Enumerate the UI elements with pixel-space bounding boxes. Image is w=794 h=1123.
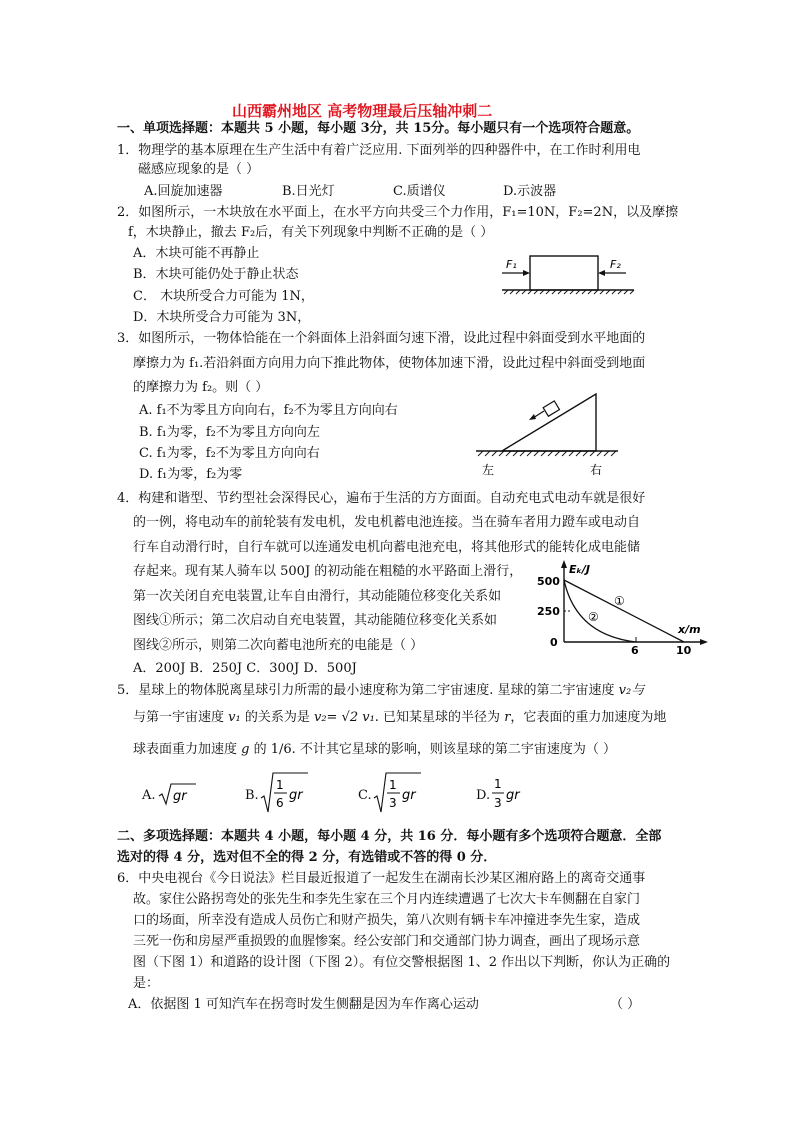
page-title: 山西霸州地区 高考物理最后压轴冲刺二 [232,102,493,120]
q5-line2-text-c: 的关系为是 [240,710,314,725]
q6-stem-line2: 故。家住公路拐弯处的张先生和李先生家在三个月内连续遭遇了七次大卡车侧翻在自家门 [133,892,641,907]
y-axis-label: Eₖ/J [569,563,590,576]
q2-option-b: B．木块可能仍处于静止状态 [133,267,299,282]
q5-option-a-formula [158,780,198,808]
line-2-label: ② [588,610,599,624]
x-tick-6: 6 [631,644,639,657]
q1-option-c: C.质谱仪 [393,184,446,199]
ground-hatching [478,451,616,456]
section-2-heading-line2: 选对的得 4 分，选对但不全的得 2 分，有选错或不答的得 0 分． [117,850,497,865]
q3-incline-figure [472,388,622,480]
q5-line3-text-a: 球表面重力加速度 [133,742,242,757]
slide-direction-arrowhead [529,414,536,420]
q5-line3-g: g [241,742,250,757]
q2-option-d: D．木块所受合力可能为 3N， [133,310,311,325]
incline-body [502,394,596,451]
q6-stem-line5: 图（下图 1）和道路的设计图（下图 2）。有位交警根据图 1、2 作出以下判断，你认为正确的 [133,955,671,970]
y-axis-arrowhead [561,560,567,568]
denominator: 3 [389,796,397,810]
q3-option-b: B. f₁为零，f₂不为零且方向向左 [139,425,320,440]
q4-energy-chart [536,557,714,657]
y-tick-250: 250 [537,605,560,618]
q3-option-d: D. f₁为零，f₂为零 [139,467,243,482]
q6-stem-line4: 三死一伤和房屋严重损毁的血腥惨案。经公安部门和交通部门协力调查，画出了现场示意 [133,934,641,949]
q4-options: A．200J B．250J C．300J D．500J [133,661,357,676]
q1-option-a: A.回旋加速器 [144,184,223,199]
q2-stem-line1: 2．如图所示，一木块放在水平面上，在水平方向共受三个力作用，F₁=10N，F₂=2N，以及摩擦 [117,205,679,220]
q6-option-a: A．依据图 1 可知汽车在拐弯时发生侧翻是因为车作离心运动 [128,997,479,1012]
q3-stem-line3: 的摩擦力为 f₂。则（ ） [133,380,269,395]
q5-line2-text-a: 与第一宇宙速度 [133,710,229,725]
q5-line2-text-e: . 已知某星球的半径为 [374,710,505,725]
right-label: 右 [590,463,603,477]
line-1 [564,580,684,642]
q5-line2-r: r [504,710,511,725]
y-tick-500: 500 [537,575,560,588]
y-tick-0: 0 [550,636,558,649]
denominator: 3 [494,796,502,810]
q1-stem-line2: 磁感应现象的是（ ） [138,162,260,177]
denominator: 6 [276,796,284,810]
q1-option-b: B.日光灯 [282,184,335,199]
q4-stem-line7: 图线②所示，则第二次向蓄电池所充的电能是（ ） [133,638,424,653]
q4-stem-line2: 的一例，将电动车的前轮装有发电机，发电机蓄电池连接。当在骑车者用力蹬车或电动自 [133,515,641,530]
q4-stem-line5: 第一次关闭自充电装置,让车自由滑行，其动能随位移变化关系如 [133,589,502,604]
f1-label: F₁ [506,258,517,271]
q4-stem-line4: 存起来。现有某人骑车以 500J 的初动能在粗糙的水平路面上滑行， [133,564,523,579]
f1-arrowhead [523,270,530,276]
q6-stem-line3: 口的场面，所幸没有造成人员伤亡和财产损失，第八次则有辆卡车冲撞进李先生家，造成 [133,913,641,928]
numerator: 1 [276,778,284,792]
section-2-heading-line1: 二、多项选择题：本题共 4 小题，每小题 4 分，共 16 分．每小题有多个选项符合题意．全部 [117,829,662,844]
q5-option-b-label: B. [245,788,259,803]
q3-stem-line1: 3．如图所示，一物体恰能在一个斜面体上沿斜面匀速下滑，设此过程中斜面受到水平地面的 [117,331,646,346]
q5-line2-v1: v₁ [228,710,241,725]
q5-stem-line3 [133,740,616,760]
x-axis-arrowhead [700,639,708,645]
q4-stem-line1: 4．构建和谐型、节约型社会深得民心，遍布于生活的方方面面。自动充电式电动车就是很好 [117,491,646,506]
q5-stem-line2 [133,708,666,728]
q5-option-c-formula [373,770,423,816]
x-tick-10: 10 [676,644,692,657]
q6-stem-line1: 6．中央电视台《今日说法》栏目最近报道了一起发生在湖南长沙某区湘府路上的离奇交通事 [117,871,646,886]
q5-line2-formula: v₂= √2 v₁ [313,710,375,725]
q1-option-d: D.示波器 [503,184,557,199]
q4-stem-line3: 行车自动滑行时，自行车就可以连通发电机向蓄电池充电，将其他形式的能转化成电能储 [133,540,641,555]
q2-option-c: C． 木块所受合力可能为 1N， [133,289,314,304]
numerator: 1 [494,777,502,791]
q3-stem-line2: 摩擦力为 f₁.若沿斜面方向用力向下推此物体，使物体加速下滑，设此过程中斜面受到地面 [133,356,646,371]
numerator: 1 [389,778,397,792]
line-1-label: ① [614,594,625,608]
f2-arrowhead [598,270,605,276]
q5-line2-text-g: ，它表面的重力加速度为地 [510,710,667,725]
gr-text: gr [173,789,187,804]
f2-label: F₂ [610,258,621,271]
q5-option-a-label: A. [142,788,156,803]
wooden-block [530,256,598,290]
q5-option-d-label: D. [476,788,491,803]
q6-stem-line6: 是： [133,976,160,991]
q1-stem-line1: 1．物理学的基本原理在生产生活中有着广泛应用. 下面列举的四种器件中，在工作时利用电 [117,143,641,158]
gr-text: gr [402,788,416,803]
section-1-heading: 一、单项选择题：本题共 5 小题，每小题 3分，共 15分。每小题只有一个选项符合题意。 [117,121,640,136]
q5-line1-text: 5．星球上的物体脱离星球引力所需的最小速度称为第二宇宙速度. 星球的第二宇宙速度 [117,683,619,698]
q5-option-b-formula [260,770,310,816]
q2-block-figure [498,252,638,300]
q5-option-d-formula [492,772,532,814]
q4-stem-line6: 图线①所示；第二次启动自充电装置，其动能随位移变化关系如 [133,613,498,628]
gr-text: gr [506,788,520,803]
sliding-object [543,401,559,416]
gr-text: gr [289,788,303,803]
q5-stem-line1 [117,681,644,701]
q5-line1-math: v₂与 [618,683,645,698]
x-axis-label: x/m [678,623,701,636]
left-label: 左 [482,463,495,477]
q3-option-a: A. f₁不为零且方向向右，f₂不为零且方向向右 [139,403,398,418]
q5-line3-text-c: 的 1/6. 不计其它星球的影响，则该星球的第二宇宙速度为（ ） [249,742,617,757]
q6-answer-paren: （ ） [610,997,641,1012]
q2-option-a: A．木块可能不再静止 [133,246,260,261]
q2-stem-line2: f，木块静止，撤去 F₂后，有关下列现象中判断不正确的是（ ） [128,225,494,240]
q5-option-c-label: C. [358,788,372,803]
q3-option-c: C. f₁为零，f₂不为零且方向向右 [139,446,320,461]
